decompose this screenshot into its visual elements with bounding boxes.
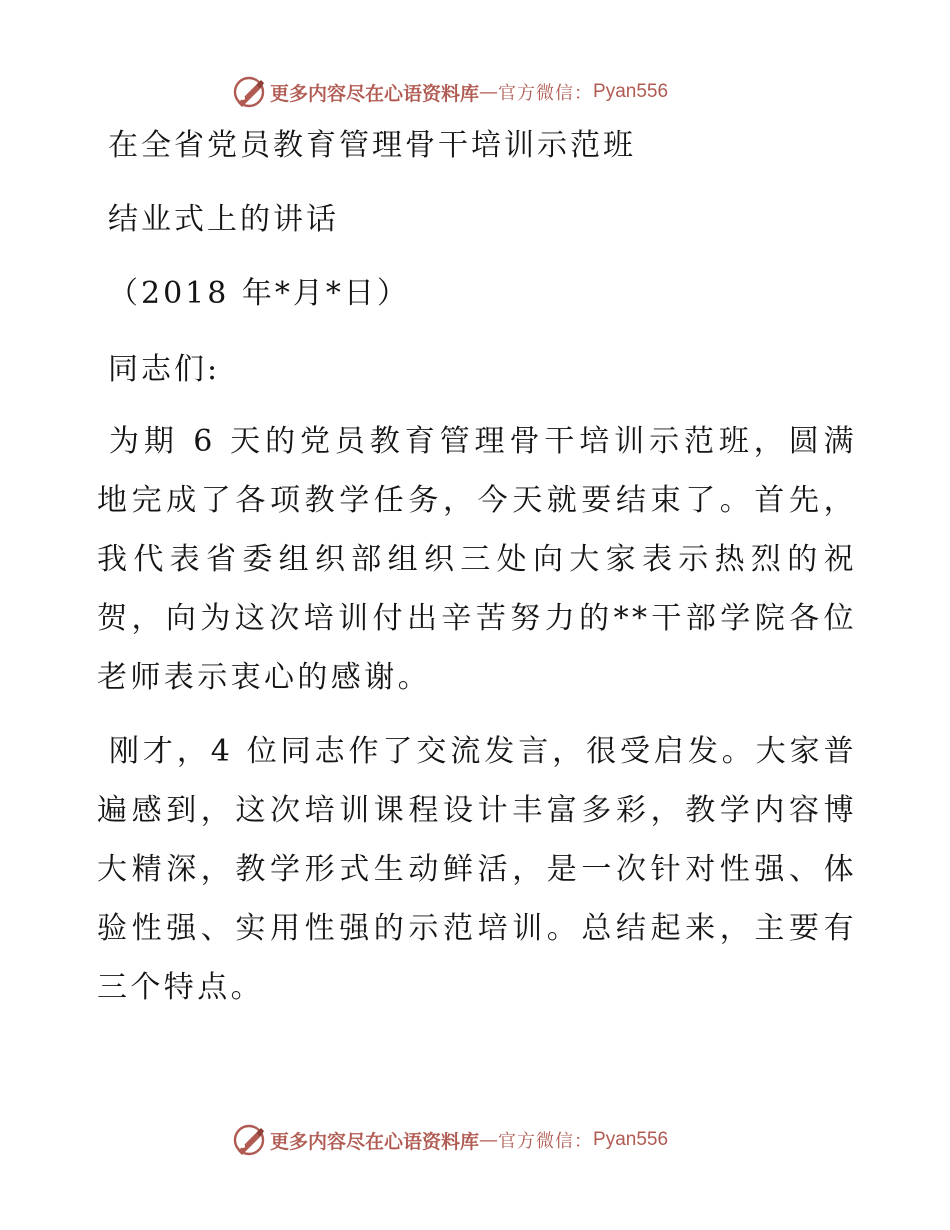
- header-watermark: [232, 72, 668, 112]
- document-title-line-2: 结业式上的讲话: [108, 202, 339, 237]
- watermark-dash: —: [479, 81, 499, 103]
- document-date: （2018 年*月*日）: [108, 276, 410, 311]
- watermark-text: 更多内容尽在心语资料库: [270, 1130, 480, 1153]
- body-paragraph-2: 刚才，4 位同志作了交流发言，很受启发。大家普遍感到，这次培训课程设计丰富多彩，教学内容博大精深，教学形式生动鲜活，是一次针对性强、体验性强、实用性强的示范培训。总结起来，主要有三个特点。: [97, 734, 857, 1005]
- body-paragraph-1: 为期 6 天的党员教育管理骨干培训示范班，圆满地完成了各项教学任务，今天就要结束了。首先，我代表省委组织部组织三处向大家表示热烈的祝贺，向为这次培训付出辛苦努力的**干部学院各位老师表示衷心的感谢。: [97, 424, 857, 695]
- watermark-text: 更多内容尽在心语资料库: [270, 82, 480, 105]
- document-title-line-1: 在全省党员教育管理骨干培训示范班: [108, 128, 636, 163]
- watermark-wechat-label: 官方微信：: [498, 83, 594, 104]
- watermark-wechat-id: Pyan556: [593, 1129, 669, 1150]
- salutation: 同志们:: [108, 352, 221, 387]
- watermark-dash: —: [479, 1129, 499, 1151]
- pen-logo-icon: [232, 1123, 266, 1157]
- watermark-wechat-label: 官方微信：: [498, 1131, 594, 1152]
- watermark-wechat-id: Pyan556: [593, 81, 669, 102]
- footer-watermark: [232, 1120, 668, 1160]
- pen-logo-icon: [232, 75, 266, 109]
